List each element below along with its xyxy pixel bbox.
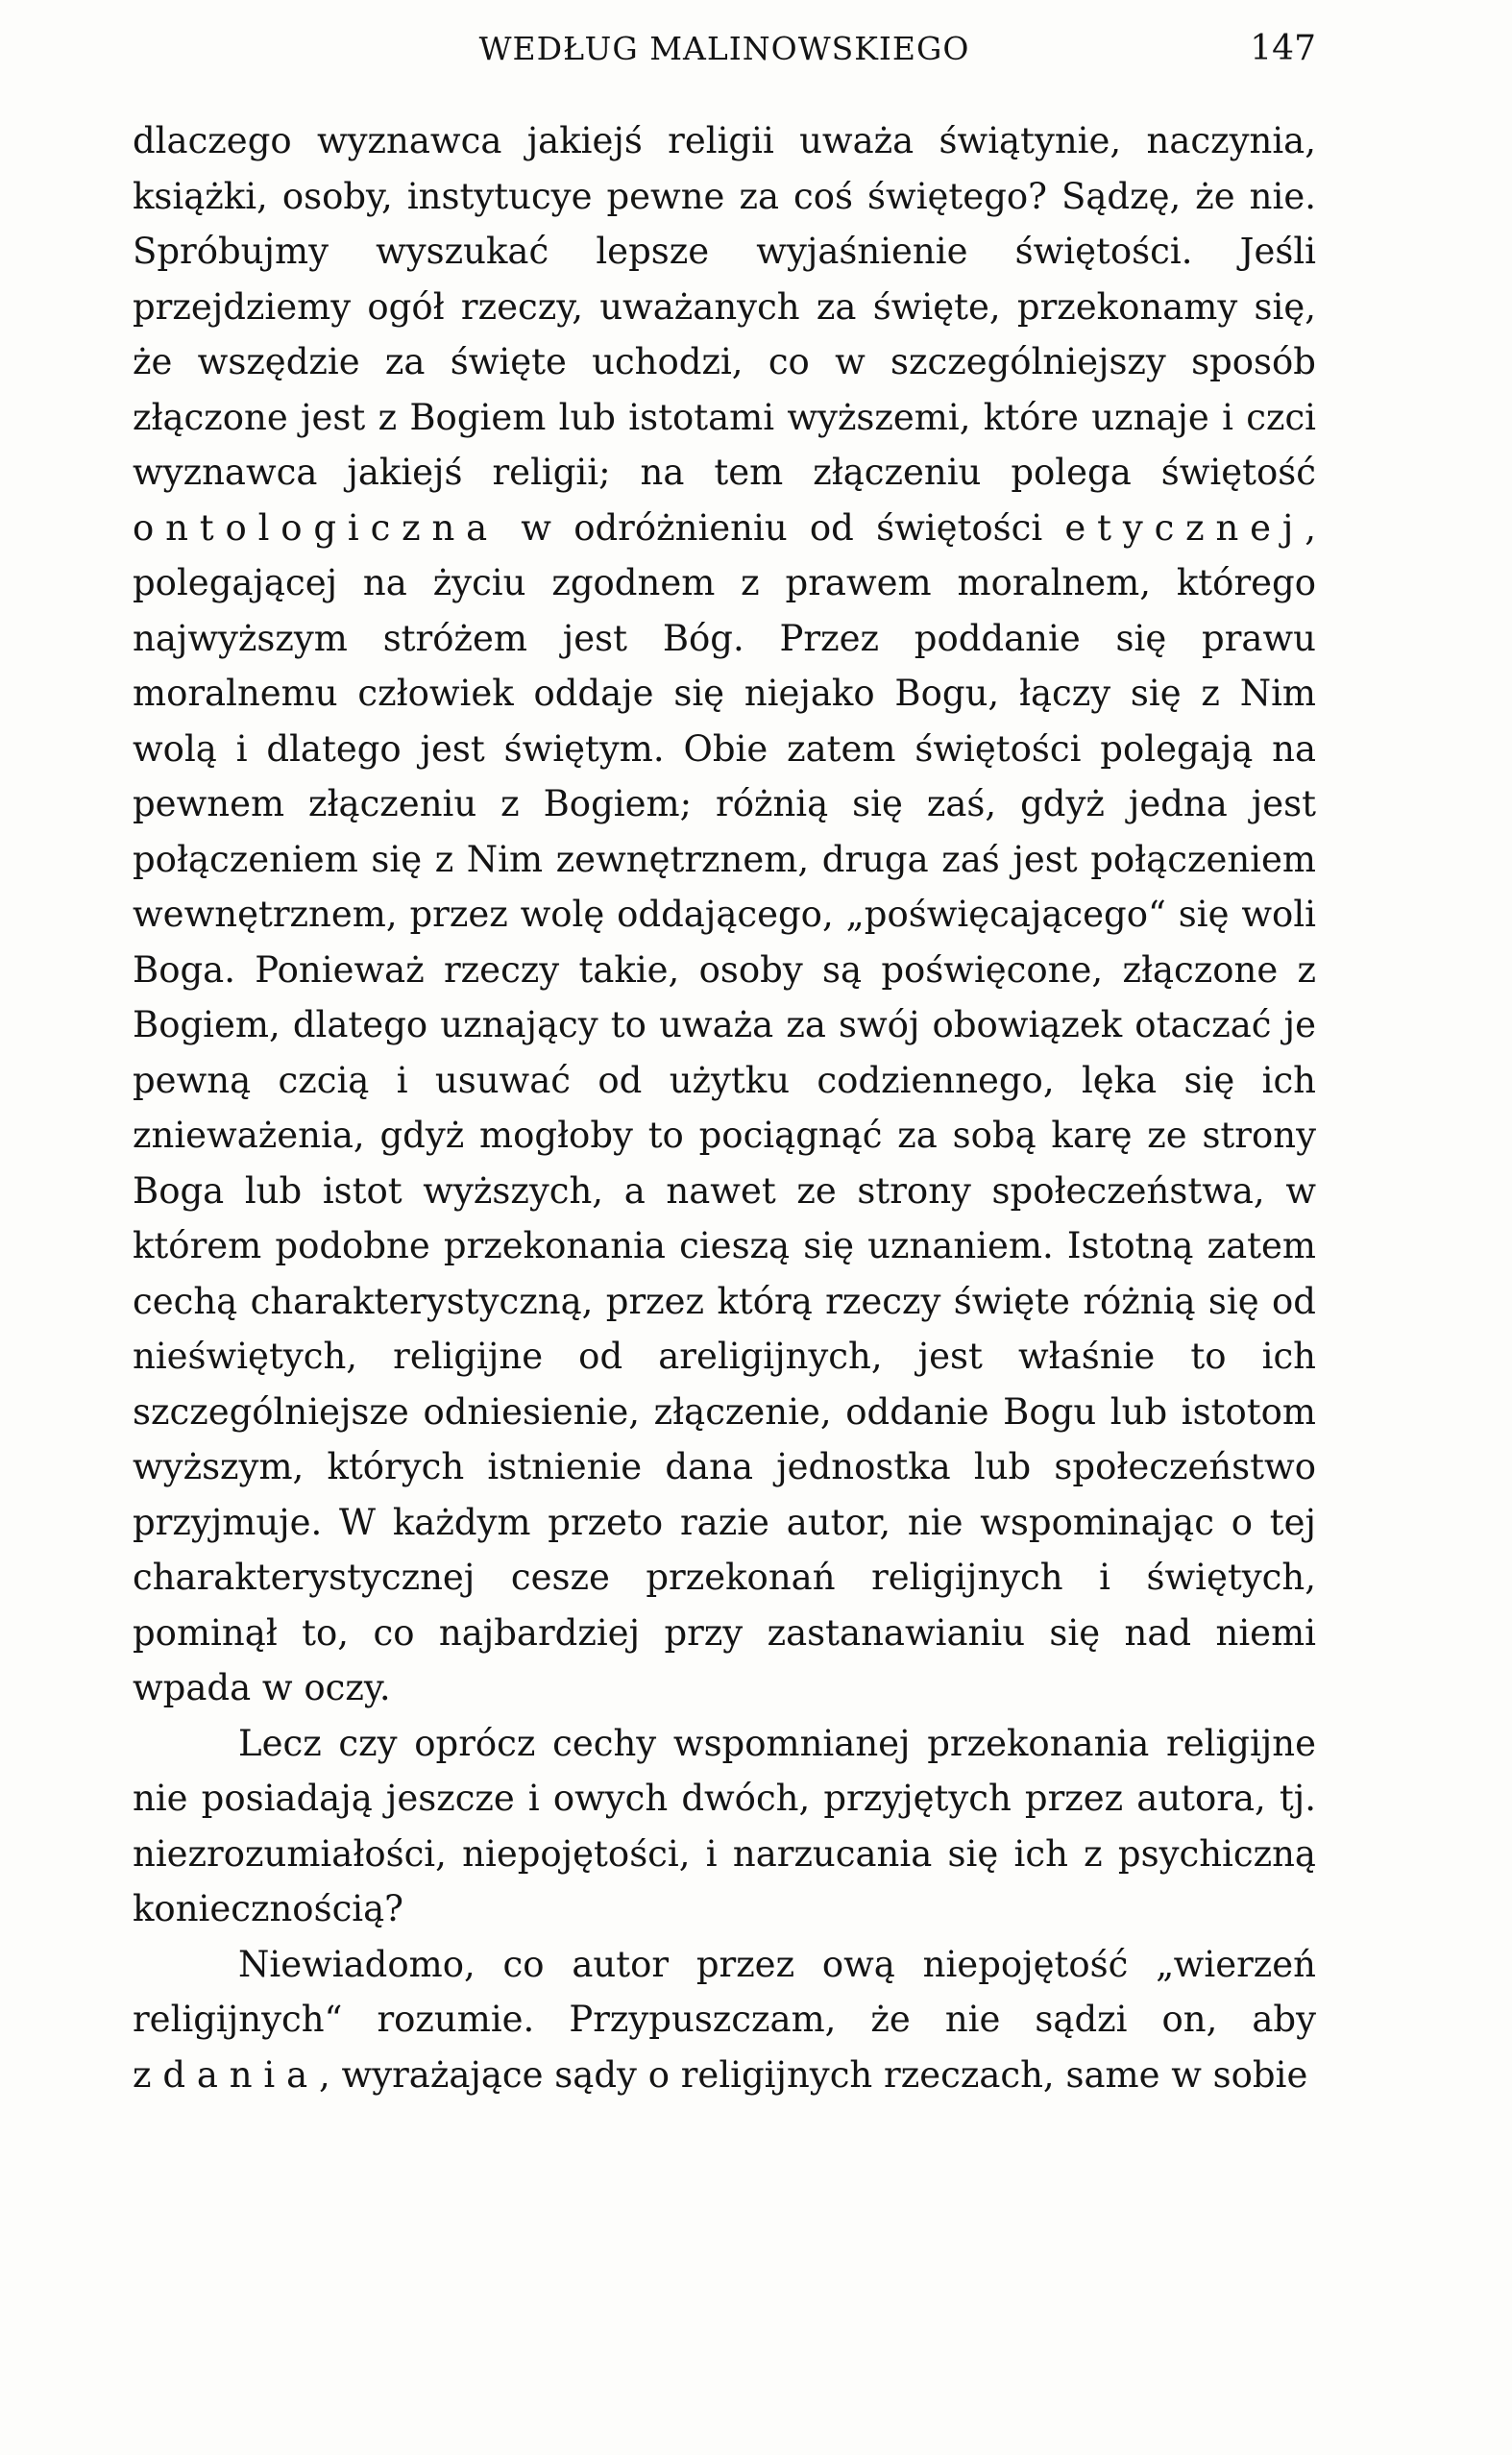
paragraph-text: , polegającej na życiu zgodnem z prawem moralnem, którego najwyższym stróżem jest Bóg. Przez poddanie się prawu moralnemu człowiek oddaje się niejako Bogu, łączy się z Nim wolą i dlatego jest świętym. Obie zatem świętości polegają na pewnem złączeniu z Bogiem; różnią się zaś, gdyż jedna jest połączeniem się z Nim zewnętrznem, druga zaś jest połączeniem wewnętrznem, przez wolę oddającego, „poświęcającego“ się woli Boga. Ponieważ rzeczy takie, osoby są poświęcone, złączone z Bogiem, dlatego uznający to uważa za swój obowiązek otaczać je pewną czcią i usuwać od użytku codziennego, lęka się ich znieważenia, gdyż mogłoby to pociągnąć za sobą karę ze strony Boga lub istot wyższych, a nawet ze strony społeczeństwa, w którem podobne przekonania cieszą się uznaniem. Istotną zatem cechą charakterystyczną, przez którą rzeczy święte różnią się od nieświętych, religijne od areligijnych, jest właśnie to ich szczególniejsze odniesienie, złączenie, oddanie Bogu lub istotom wyższym, których istnienie dana jednostka lub społeczeństwo przyjmuje. W każdym przeto razie autor, nie wspominając o tej charakterystycznej cesze przekonań religijnych i świętych, pominął to, co najbardziej przy zastanawianiu się nad niemi wpada w oczy. xyxy=(133,506,1316,1708)
running-header xyxy=(133,25,1316,73)
paragraph-text: dlaczego wyznawca jakiejś religii uważa świątynie, naczynia, książki, osoby, instytucye pewne za coś świętego? Sądzę, że nie. Spróbujmy wyszukać lepsze wyjaśnienie świętości. Jeśli przejdziemy ogół rzeczy, uważanych za święte, przekonamy się, że wszędzie za święte uchodzi, co w szczególniejszy sposób złączone jest z Bogiem lub istotami wyższemi, które uznaje i czci wyznawca jakiejś religii; na tem złączeniu polega świętość xyxy=(133,120,1316,493)
running-title: WEDŁUG MALINOWSKIEGO xyxy=(478,30,970,67)
paragraph xyxy=(133,1937,1316,2103)
paragraph-text: w odróżnieniu od świętości xyxy=(499,506,1065,549)
paragraph xyxy=(133,113,1316,1716)
paragraph-text: Lecz czy oprócz cechy wspomnianej przekonania religijne nie posiadają jeszcze i owych dwóch, przyjętych przez autora, tj. niezrozumiałości, niepojętości, i narzucania się ich z psychiczną koniecznością? xyxy=(133,1722,1316,1929)
paragraph xyxy=(133,1716,1316,1937)
page-number: 147 xyxy=(1250,29,1316,68)
paragraph-text: Niewiadomo, co autor przez ową niepojętość „wierzeń religijnych“ rozumie. Przypuszczam, że nie sądzi on, aby xyxy=(133,1943,1316,2040)
emphasized-term: etycznej xyxy=(1064,506,1305,549)
emphasized-term: zdania xyxy=(133,2053,319,2096)
body-text xyxy=(133,113,1316,2150)
emphasized-term: ontologiczna xyxy=(133,506,500,549)
paragraph-text: , wyrażające sądy o religijnych rzeczach, same w sobie xyxy=(319,2053,1308,2096)
